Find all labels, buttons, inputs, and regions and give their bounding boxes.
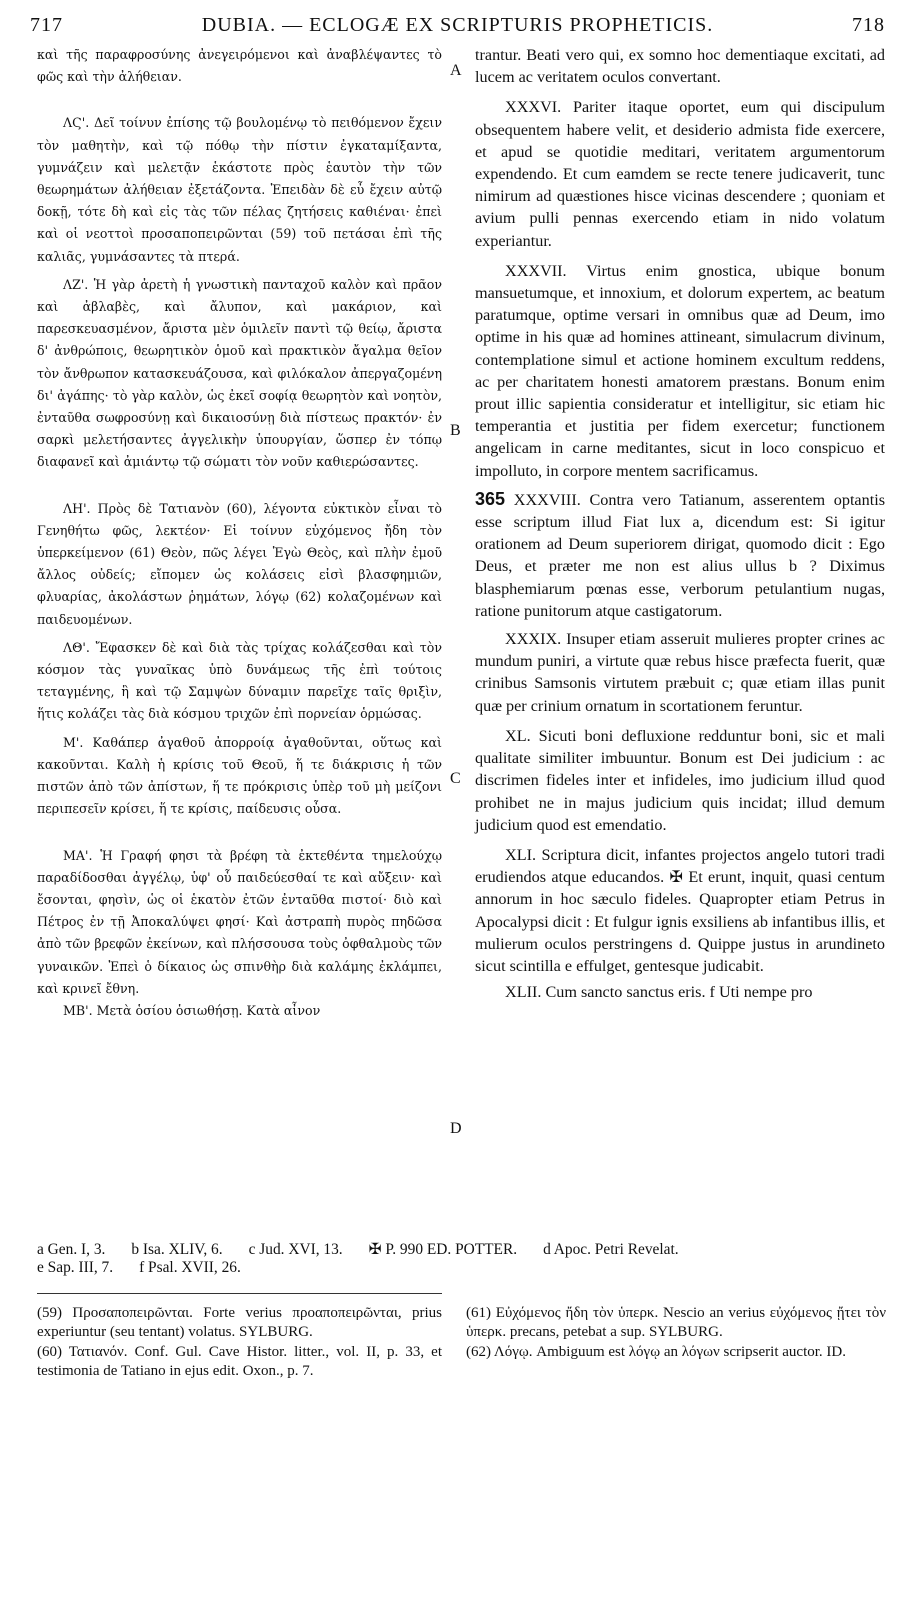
ref-e: e Sap. III, 7. xyxy=(37,1259,114,1276)
greek-paragraph-35-end: καὶ τῆς παραφροσύνης ἀνεγειρόμενοι καὶ ἀναβλέψαντες τὸ φῶς καὶ τὴν ἀλήθειαν. xyxy=(37,47,442,85)
greek-paragraph-42: ΜΒ'. Μετὰ ὁσίου ὁσιωθήσῃ. Κατὰ αἶνον xyxy=(63,1002,321,1018)
latin-paragraph-41: XLI. Scriptura dicit, infantes projectos angelo tutori tradi erudiendos atque educandos. ✠ Et erunt, inquit, quasi centum annorum in hoc sæculo fideles. Quapropter etiam Petrus in Apocalypsi dicit : Et fulgur ignis exsiliens ab infantibus illis, et mulierum oculos perstringens d. Quippe justus in arundineto sicut scintilla e effulget, gentesque judicabit. xyxy=(475,845,885,975)
notes-left-column xyxy=(37,1304,442,1381)
scripture-references-line-1 xyxy=(37,1241,887,1259)
scripture-references-line-2 xyxy=(37,1259,887,1277)
greek-paragraph-36: ΛϚ'. Δεῖ τοίνυν ἐπίσης τῷ βουλομένῳ τὸ πειθόμενον ἔχειν τὸν μαθητὴν, καὶ τῷ πόθῳ τὴν πίστιν ἐγκαταμίξαντα, γυμνάζειν καὶ μελετᾷν ἑκάστοτε πρὸς ἑαυτὸν τὴν τῶν θεωρημάτων ἀλήθειαν ἐξετάζοντα. Ἐπειδὰν δὲ εὖ ἔχειν αὐτῷ δοκῇ, τότε δὴ καὶ εἰς τὰς τῶν πέλας ζητήσεις καθιέναι· ἐπεὶ καὶ οἱ νεοττοὶ προσαποπειρῶνται (59) τοῦ πετάσαι ἐπὶ τῆς καλιᾶς, γυμνάσαντες τὰ πτερά. xyxy=(37,115,442,264)
greek-paragraph-39: ΛΘ'. Ἔφασκεν δὲ καὶ διὰ τὰς τρίχας κολάζεσθαι καὶ τὸν κόσμον τὰς γυναῖκας ὑπὸ δυνάμεως τῆς ἐπὶ τούτοις τεταγμένης, ἣ καὶ τῷ Σαμψὼν δύναμιν παρεῖχε ταῖς θριξὶν, ἥτις κολάζει τὰς διὰ κόσμου τριχῶν ἐπὶ πορνείαν ὁρμώσας. xyxy=(37,639,442,722)
latin-paragraph-37: XXXVII. Virtus enim gnostica, ubique bonum mansuetumque, et innoxium, et dolorum expertem, ac beatum paratumque, optime versari in omnibus quæ ad Deum, imo optime in his quæ ad homines attineant, simulacrum divinum, contemplatione simul et actione hominem excultum reddens, ac per charitatem honesti amatorem præstans. Bonum enim prout illic sapientia consideratur et intelligitur, sic etiam hic temperantia et justitia per fidem exercetur; functionem angelicam in carne meditantes, sicut in loco conspicuo et impolluto, in corpore mentem sacrificamus. xyxy=(475,261,885,480)
ref-d: d Apoc. Petri Revelat. xyxy=(543,1241,679,1258)
greek-paragraph-37: ΛΖ'. Ἡ γὰρ ἀρετὴ ἡ γνωστικὴ πανταχοῦ καλὸν καὶ πρᾶον καὶ ἀβλαβὲς, καὶ ἄλυπον, καὶ μακάριον, καὶ παρεσκευασμένον, ἄριστα μὲν ὁμιλεῖν παντὶ τῷ θείῳ, ἄριστα δ' ἀνθρώποις, θεωρητικὸν ὁμοῦ καὶ πρακτικὸν ἄγαλμα θεῖον τὸν ἄνθρωπον κατασκευάζουσα, καὶ φιλόκαλον ἀπεργαζομένη δι' ἀγάπης· τὸ γὰρ καλὸν, ὡς ἐκεῖ σοφίᾳ θεωρητὸν καὶ νοητὸν, ἐνταῦθα σωφροσύνῃ καὶ δικαιοσύνῃ διὰ πίστεως πρακτόν· ἐν σαρκὶ μελετήσαντες ἀγγελικὴν ὑπουργίαν, ὥσπερ ἐν τόπῳ διαφανεῖ καὶ ἀμιάντῳ τῷ σώματι τὸν νοῦν καθιερώσαντες. xyxy=(37,276,442,470)
latin-paragraph-38-text: XXXVIII. Contra vero Tatianum, asserentem optantis esse scriptum illud Fiat lux a, dicendum est: Si igitur orationem ad Deum superiorem dirigat, quomodo dicit : Ego Deus, et præter me non est alius ullus b ? Diximus blasphemiarum pœnas esse, verborum petulantium nugas, ratione punitorum atque castigatorum. xyxy=(475,490,886,620)
scripture-references xyxy=(37,1241,887,1277)
notes-divider xyxy=(37,1293,442,1294)
ref-f: f Psal. XVII, 26. xyxy=(139,1259,241,1276)
running-title: DUBIA. — ECLOGÆ EX SCRIPTURIS PROPHETICIS. xyxy=(201,14,714,36)
page-number-right: 718 xyxy=(852,14,885,36)
note-62: (62) Λόγῳ. Ambiguum est λόγῳ an λόγων scripserit auctor. ID. xyxy=(466,1343,846,1360)
ref-b: b Isa. XLIV, 6. xyxy=(131,1241,223,1258)
latin-paragraph-40: XL. Sicuti boni defluxione redduntur boni, sic et mali qualitate similiter imbuuntur. Bonum est Dei judicium : ac discrimen fideles inter et infideles, imo judicium illud quod prohibet ne in majus judicium quis incidat; illud demum judicium quod est emendatio. xyxy=(475,726,885,834)
margin-letter-a: A xyxy=(450,62,462,79)
note-59: (59) Προσαποπειρῶνται. Forte verius προαποπειρῶνται, prius experiuntur (seu tentant) volatus. SYLBURG. xyxy=(37,1305,442,1341)
margin-letter-d: D xyxy=(450,1120,462,1137)
greek-paragraph-41: ΜΑ'. Ἡ Γραφή φησι τὰ βρέφη τὰ ἐκτεθέντα τημελούχῳ παραδίδοσθαι ἀγγέλῳ, ὑφ' οὗ παιδεύεσθαί τε καὶ αὔξειν· καὶ ἔσονται, φησὶν, ὡς οἱ ἑκατὸν ἐτῶν ἐνταῦθα πιστοί· διὸ καὶ Πέτρος ἐν τῇ Ἀποκαλύψει φησί· Καὶ ἀστραπὴ πυρὸς πηδῶσα ἀπὸ τῶν βρεφῶν ἐκείνων, καὶ πλήσσουσα τοὺς ὀφθαλμοὺς τῶν γυναικῶν. Ἐπεὶ ὁ δίκαιος ὡς σπινθὴρ διὰ καλάμης ἐκλάμπει, καὶ κρινεῖ ἔθνη. xyxy=(37,847,442,996)
page-number-left: 717 xyxy=(30,14,63,36)
margin-letter-c: C xyxy=(450,770,461,787)
column-number-365: 365 xyxy=(475,488,506,509)
ref-c: c Jud. XVI, 13. xyxy=(248,1241,343,1258)
note-61: (61) Εὐχόμενος ἤδη τὸν ὑπερκ. Nescio an verius εὐχόμενος ᾔτει τὸν ὑπερκ. precans, petebat a sup. SYLBURG. xyxy=(466,1305,886,1341)
latin-column xyxy=(475,44,885,1003)
margin-letter-b: B xyxy=(450,422,461,439)
latin-paragraph-35-end: trantur. Beati vero qui, ex somno hoc dementiaque excitati, ad lucem ac veritatem oculos convertant. xyxy=(475,46,885,87)
page-header xyxy=(30,14,885,42)
greek-paragraph-38: ΛΗ'. Πρὸς δὲ Τατιανὸν (60), λέγοντα εὐκτικὸν εἶναι τὸ Γενηθήτω φῶς, λεκτέον· Εἰ τοίνυν εὐχόμενος ἤδη τὸν ὑπερκείμενον (61) Θεὸν, πῶς λέγει Ἐγὼ Θεὸς, καὶ πλὴν ἐμοῦ ἄλλος οὐδείς; εἴπομεν ὡς κολάσεις εἰσὶ βλασφημιῶν, φλυαρίας, ἀκολάστων ῥημάτων, λόγῳ (62) κολαζομένων καὶ παιδευομένων. xyxy=(37,500,442,627)
ref-potter: ✠ P. 990 ED. POTTER. xyxy=(368,1241,518,1258)
latin-paragraph-36: XXXVI. Pariter itaque oportet, eum qui discipulum obsequentem habere velit, et desiderio admista fide exercere, et apud se quotidie meditari, veritatem argumentorum expendendo. Et cum eamdem se recte tenere judicaverit, tunc nimirum ad quæstiones hisce vicinas descendere ; quoniam et avium pulli pennas exercendo etiam in nido volatum experiantur. xyxy=(475,98,885,250)
latin-paragraph-38 xyxy=(475,488,885,622)
greek-paragraph-40: Μ'. Καθάπερ ἀγαθοῦ ἀπορροίᾳ ἀγαθοῦνται, οὕτως καὶ κακοῦνται. Καλὴ ἡ κρίσις τοῦ Θεοῦ, ἥ τε διάκρισις ἡ τῶν πιστῶν ἀπὸ τῶν ἀπίστων, ἥ τε πρόκρισις ὑπὲρ τοῦ μὴ μείζονι περιπεσεῖν κρίσει, ἥ τε κρίσις, παίδευσις οὖσα. xyxy=(37,734,442,817)
latin-paragraph-39: XXXIX. Insuper etiam asseruit mulieres propter crines ac mundum puniri, a virtute quæ rebus hisce præfecta fuerit, quæ crinibus Samsonis virtutem præbuit c; quæ etiam illas punit quæ per crinium ornatum in scortationem feruntur. xyxy=(475,630,885,715)
ref-a: a Gen. I, 3. xyxy=(37,1241,106,1258)
latin-paragraph-42: XLII. Cum sancto sanctus eris. f Uti nempe pro xyxy=(505,983,813,1002)
notes-right-column xyxy=(466,1304,886,1362)
note-60: (60) Τατιανόν. Conf. Gul. Cave Histor. litter., vol. II, p. 33, et testimonia de Tatiano in ejus edit. Oxon., p. 7. xyxy=(37,1343,442,1379)
greek-column xyxy=(37,44,442,1022)
